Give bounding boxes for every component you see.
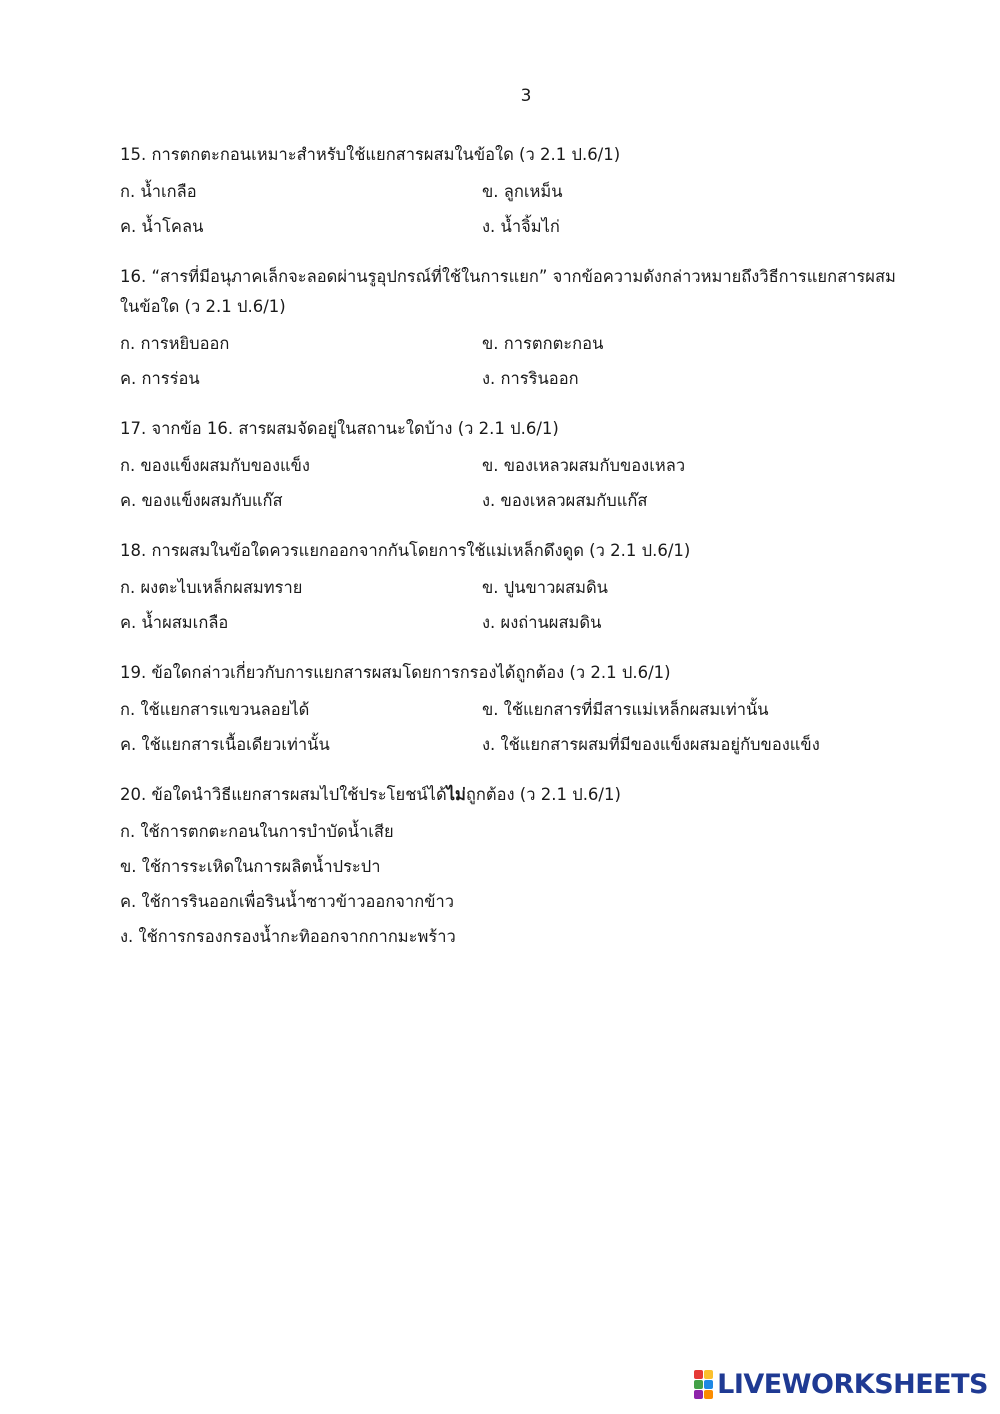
logo-square <box>704 1390 713 1399</box>
option-b[interactable]: ข. ลูกเหม็น <box>482 181 563 201</box>
logo-mark-icon <box>694 1370 713 1399</box>
option-row <box>120 483 920 518</box>
option-a[interactable]: ก. น้ำเกลือ <box>120 181 197 201</box>
option-row <box>120 727 920 762</box>
option-a[interactable]: ก. ใช้การตกตะกอนในการบำบัดน้ำเสีย <box>120 822 394 841</box>
option-c[interactable]: ค. ใช้การรินออกเพื่อรินน้ำซาวข้าวออกจากข้าว <box>120 892 455 911</box>
option-a[interactable]: ก. ใช้แยกสารแขวนลอยได้ <box>120 699 310 719</box>
question-text: 17. จากข้อ 16. สารผสมจัดอยู่ในสถานะใดบ้าง (ว 2.1 ป.6/1) <box>120 419 559 438</box>
worksheet-content <box>120 140 920 972</box>
question-15 <box>120 140 920 244</box>
option-d[interactable]: ง. ใช้แยกสารผสมที่มีของแข็งผสมอยู่กับของแข็ง <box>482 734 820 754</box>
logo-square <box>704 1380 713 1389</box>
option-row <box>120 361 920 396</box>
option-c[interactable]: ค. น้ำโคลน <box>120 216 204 236</box>
option-row <box>120 174 920 209</box>
option-c[interactable]: ค. ของแข็งผสมกับแก๊ส <box>120 490 283 510</box>
option-d[interactable]: ง. การรินออก <box>482 368 579 388</box>
page-number: 3 <box>520 86 532 106</box>
question-17 <box>120 414 920 518</box>
option-d[interactable]: ง. น้ำจิ้มไก่ <box>482 216 560 236</box>
question-16 <box>120 262 920 396</box>
option-row <box>120 570 920 605</box>
question-18 <box>120 536 920 640</box>
question-text: 19. ข้อใดกล่าวเกี่ยวกับการแยกสารผสมโดยการกรองได้ถูกต้อง (ว 2.1 ป.6/1) <box>120 663 671 682</box>
logo-square <box>694 1380 703 1389</box>
question-text <box>120 780 920 810</box>
option-c[interactable]: ค. ใช้แยกสารเนื้อเดียวเท่านั้น <box>120 734 330 754</box>
question-text <box>120 262 920 322</box>
liveworksheets-logo <box>694 1368 988 1400</box>
question-text-end: ถูกต้อง (ว 2.1 ป.6/1) <box>465 785 621 804</box>
logo-square <box>694 1390 703 1399</box>
option-row <box>120 605 920 640</box>
question-text: 18. การผสมในข้อใดควรแยกออกจากกันโดยการใช้แม่เหล็กดึงดูด (ว 2.1 ป.6/1) <box>120 541 691 560</box>
question-20 <box>120 780 920 954</box>
logo-text: LIVEWORKSHEETS <box>717 1368 988 1400</box>
question-text-line-2: ในข้อใด (ว 2.1 ป.6/1) <box>120 297 286 316</box>
option-a[interactable]: ก. ผงตะไบเหล็กผสมทราย <box>120 577 303 597</box>
option-b[interactable]: ข. การตกตะกอน <box>482 333 604 353</box>
option-a[interactable]: ก. การหยิบออก <box>120 333 230 353</box>
option-b[interactable]: ข. ของเหลวผสมกับของเหลว <box>482 455 686 475</box>
option-b[interactable]: ข. ใช้แยกสารที่มีสารแม่เหล็กผสมเท่านั้น <box>482 699 769 719</box>
option-a[interactable]: ก. ของแข็งผสมกับของแข็ง <box>120 455 310 475</box>
option-d[interactable]: ง. ของเหลวผสมกับแก๊ส <box>482 490 648 510</box>
question-19 <box>120 658 920 762</box>
option-d[interactable]: ง. ใช้การกรองกรองน้ำกะทิออกจากกากมะพร้าว <box>120 927 456 946</box>
logo-square <box>704 1370 713 1379</box>
question-text-line-1: 16. “สารที่มีอนุภาคเล็กจะลอดผ่านรูอุปกรณ์ที่ใช้ในการแยก” จากข้อความดังกล่าวหมายถึงวิธีการแยกสารผสม <box>120 267 896 286</box>
logo-square <box>694 1370 703 1379</box>
option-c[interactable]: ค. น้ำผสมเกลือ <box>120 612 229 632</box>
option-b[interactable]: ข. ใช้การระเหิดในการผลิตน้ำประปา <box>120 857 381 876</box>
option-row <box>120 448 920 483</box>
option-row <box>120 326 920 361</box>
option-d[interactable]: ง. ผงถ่านผสมดิน <box>482 612 602 632</box>
question-text-start: 20. ข้อใดนำวิธีแยกสารผสมไปใช้ประโยชน์ได้ <box>120 785 447 804</box>
question-text-emphasis: ไม่ <box>446 785 466 804</box>
option-row <box>120 209 920 244</box>
option-c[interactable]: ค. การร่อน <box>120 368 200 388</box>
option-row <box>120 692 920 727</box>
option-b[interactable]: ข. ปูนขาวผสมดิน <box>482 577 608 597</box>
question-text: 15. การตกตะกอนเหมาะสำหรับใช้แยกสารผสมในข้อใด (ว 2.1 ป.6/1) <box>120 145 621 164</box>
